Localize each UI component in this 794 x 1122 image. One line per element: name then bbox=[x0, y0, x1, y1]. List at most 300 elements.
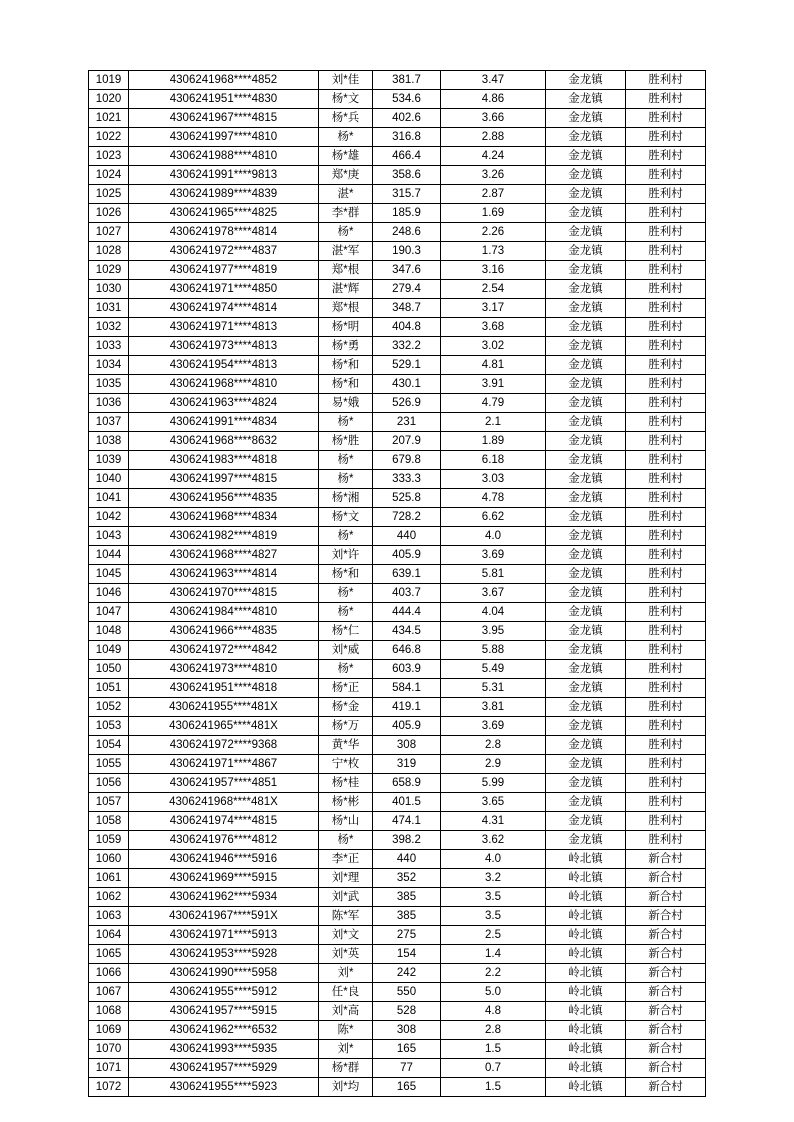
table-row bbox=[89, 166, 706, 185]
cell-value1: 185.9 bbox=[373, 204, 441, 223]
table-body bbox=[89, 71, 706, 1097]
cell-no: 1060 bbox=[89, 850, 129, 869]
cell-town: 金龙镇 bbox=[546, 622, 626, 641]
cell-id_number: 4306241956****4835 bbox=[129, 489, 319, 508]
cell-village: 胜利村 bbox=[626, 375, 706, 394]
cell-value2: 3.5 bbox=[441, 888, 546, 907]
cell-town: 金龙镇 bbox=[546, 299, 626, 318]
cell-id_number: 4306241957****5929 bbox=[129, 1059, 319, 1078]
cell-name: 杨*桂 bbox=[319, 774, 373, 793]
cell-town: 金龙镇 bbox=[546, 603, 626, 622]
table-row bbox=[89, 527, 706, 546]
cell-value1: 207.9 bbox=[373, 432, 441, 451]
table-row bbox=[89, 1040, 706, 1059]
cell-village: 胜利村 bbox=[626, 242, 706, 261]
cell-name: 杨*仁 bbox=[319, 622, 373, 641]
cell-name: 李*群 bbox=[319, 204, 373, 223]
cell-name: 杨*和 bbox=[319, 356, 373, 375]
cell-value1: 279.4 bbox=[373, 280, 441, 299]
cell-id_number: 4306241978****4814 bbox=[129, 223, 319, 242]
table-row bbox=[89, 622, 706, 641]
cell-town: 金龙镇 bbox=[546, 489, 626, 508]
cell-town: 金龙镇 bbox=[546, 584, 626, 603]
cell-village: 胜利村 bbox=[626, 451, 706, 470]
table-row bbox=[89, 356, 706, 375]
cell-village: 胜利村 bbox=[626, 565, 706, 584]
cell-value2: 3.69 bbox=[441, 717, 546, 736]
cell-value1: 275 bbox=[373, 926, 441, 945]
cell-value1: 534.6 bbox=[373, 90, 441, 109]
records-table bbox=[88, 70, 706, 1097]
cell-village: 胜利村 bbox=[626, 736, 706, 755]
cell-village: 胜利村 bbox=[626, 394, 706, 413]
cell-value2: 3.81 bbox=[441, 698, 546, 717]
table-row bbox=[89, 204, 706, 223]
cell-village: 新合村 bbox=[626, 964, 706, 983]
cell-town: 岭北镇 bbox=[546, 926, 626, 945]
cell-value2: 3.26 bbox=[441, 166, 546, 185]
cell-town: 金龙镇 bbox=[546, 451, 626, 470]
cell-name: 杨* bbox=[319, 128, 373, 147]
cell-town: 岭北镇 bbox=[546, 850, 626, 869]
cell-id_number: 4306241972****4837 bbox=[129, 242, 319, 261]
cell-name: 杨*和 bbox=[319, 375, 373, 394]
cell-town: 岭北镇 bbox=[546, 888, 626, 907]
cell-value2: 6.62 bbox=[441, 508, 546, 527]
cell-id_number: 4306241993****5935 bbox=[129, 1040, 319, 1059]
table-row bbox=[89, 1021, 706, 1040]
cell-village: 新合村 bbox=[626, 945, 706, 964]
cell-village: 胜利村 bbox=[626, 109, 706, 128]
cell-id_number: 4306241955****5912 bbox=[129, 983, 319, 1002]
cell-town: 金龙镇 bbox=[546, 546, 626, 565]
cell-value2: 1.89 bbox=[441, 432, 546, 451]
cell-name: 湛*辉 bbox=[319, 280, 373, 299]
table-row bbox=[89, 90, 706, 109]
cell-value1: 165 bbox=[373, 1040, 441, 1059]
cell-no: 1022 bbox=[89, 128, 129, 147]
cell-no: 1034 bbox=[89, 356, 129, 375]
cell-value2: 4.86 bbox=[441, 90, 546, 109]
cell-village: 胜利村 bbox=[626, 318, 706, 337]
cell-value1: 77 bbox=[373, 1059, 441, 1078]
cell-no: 1048 bbox=[89, 622, 129, 641]
cell-value1: 728.2 bbox=[373, 508, 441, 527]
cell-no: 1049 bbox=[89, 641, 129, 660]
table-row bbox=[89, 945, 706, 964]
cell-no: 1040 bbox=[89, 470, 129, 489]
cell-village: 胜利村 bbox=[626, 546, 706, 565]
cell-town: 金龙镇 bbox=[546, 470, 626, 489]
table-row bbox=[89, 964, 706, 983]
cell-town: 金龙镇 bbox=[546, 71, 626, 90]
cell-value1: 679.8 bbox=[373, 451, 441, 470]
cell-village: 胜利村 bbox=[626, 147, 706, 166]
cell-name: 刘*许 bbox=[319, 546, 373, 565]
cell-no: 1029 bbox=[89, 261, 129, 280]
cell-id_number: 4306241997****4815 bbox=[129, 470, 319, 489]
cell-name: 杨* bbox=[319, 584, 373, 603]
table-row bbox=[89, 280, 706, 299]
cell-value2: 4.24 bbox=[441, 147, 546, 166]
cell-no: 1052 bbox=[89, 698, 129, 717]
cell-no: 1062 bbox=[89, 888, 129, 907]
cell-id_number: 4306241997****4810 bbox=[129, 128, 319, 147]
cell-name: 刘* bbox=[319, 964, 373, 983]
cell-value2: 3.91 bbox=[441, 375, 546, 394]
cell-town: 金龙镇 bbox=[546, 736, 626, 755]
cell-name: 刘*理 bbox=[319, 869, 373, 888]
cell-village: 胜利村 bbox=[626, 166, 706, 185]
cell-value1: 646.8 bbox=[373, 641, 441, 660]
cell-no: 1035 bbox=[89, 375, 129, 394]
cell-village: 胜利村 bbox=[626, 793, 706, 812]
cell-value2: 2.8 bbox=[441, 1021, 546, 1040]
cell-name: 陈*军 bbox=[319, 907, 373, 926]
cell-value2: 6.18 bbox=[441, 451, 546, 470]
cell-town: 金龙镇 bbox=[546, 318, 626, 337]
table-row bbox=[89, 660, 706, 679]
cell-name: 刘*高 bbox=[319, 1002, 373, 1021]
cell-value2: 2.5 bbox=[441, 926, 546, 945]
table-row bbox=[89, 337, 706, 356]
cell-value2: 3.5 bbox=[441, 907, 546, 926]
table-row bbox=[89, 128, 706, 147]
cell-no: 1023 bbox=[89, 147, 129, 166]
cell-value2: 3.16 bbox=[441, 261, 546, 280]
cell-id_number: 4306241982****4819 bbox=[129, 527, 319, 546]
table-row bbox=[89, 451, 706, 470]
cell-no: 1069 bbox=[89, 1021, 129, 1040]
table-row bbox=[89, 185, 706, 204]
cell-village: 胜利村 bbox=[626, 755, 706, 774]
cell-value2: 5.0 bbox=[441, 983, 546, 1002]
cell-name: 任*良 bbox=[319, 983, 373, 1002]
cell-name: 湛*军 bbox=[319, 242, 373, 261]
cell-no: 1039 bbox=[89, 451, 129, 470]
table-row bbox=[89, 755, 706, 774]
cell-town: 岭北镇 bbox=[546, 907, 626, 926]
cell-town: 金龙镇 bbox=[546, 660, 626, 679]
cell-no: 1068 bbox=[89, 1002, 129, 1021]
cell-village: 胜利村 bbox=[626, 622, 706, 641]
cell-id_number: 4306241951****4830 bbox=[129, 90, 319, 109]
cell-town: 金龙镇 bbox=[546, 394, 626, 413]
cell-id_number: 4306241955****5923 bbox=[129, 1078, 319, 1097]
cell-value2: 5.88 bbox=[441, 641, 546, 660]
cell-value1: 242 bbox=[373, 964, 441, 983]
cell-town: 岭北镇 bbox=[546, 964, 626, 983]
cell-id_number: 4306241983****4818 bbox=[129, 451, 319, 470]
cell-no: 1057 bbox=[89, 793, 129, 812]
cell-value1: 444.4 bbox=[373, 603, 441, 622]
cell-village: 新合村 bbox=[626, 888, 706, 907]
cell-value1: 440 bbox=[373, 527, 441, 546]
cell-village: 新合村 bbox=[626, 926, 706, 945]
cell-id_number: 4306241973****4813 bbox=[129, 337, 319, 356]
cell-no: 1059 bbox=[89, 831, 129, 850]
cell-town: 金龙镇 bbox=[546, 90, 626, 109]
cell-value1: 315.7 bbox=[373, 185, 441, 204]
cell-id_number: 4306241965****4825 bbox=[129, 204, 319, 223]
cell-village: 胜利村 bbox=[626, 71, 706, 90]
cell-name: 杨*兵 bbox=[319, 109, 373, 128]
cell-village: 胜利村 bbox=[626, 508, 706, 527]
cell-value1: 332.2 bbox=[373, 337, 441, 356]
cell-town: 金龙镇 bbox=[546, 356, 626, 375]
cell-id_number: 4306241967****4815 bbox=[129, 109, 319, 128]
cell-value2: 3.69 bbox=[441, 546, 546, 565]
cell-id_number: 4306241969****5915 bbox=[129, 869, 319, 888]
cell-town: 金龙镇 bbox=[546, 641, 626, 660]
cell-value1: 658.9 bbox=[373, 774, 441, 793]
cell-value2: 2.26 bbox=[441, 223, 546, 242]
cell-no: 1038 bbox=[89, 432, 129, 451]
cell-name: 李*正 bbox=[319, 850, 373, 869]
cell-value1: 466.4 bbox=[373, 147, 441, 166]
cell-no: 1064 bbox=[89, 926, 129, 945]
cell-id_number: 4306241990****5958 bbox=[129, 964, 319, 983]
cell-village: 胜利村 bbox=[626, 90, 706, 109]
cell-value2: 5.49 bbox=[441, 660, 546, 679]
cell-name: 杨* bbox=[319, 660, 373, 679]
cell-value2: 3.03 bbox=[441, 470, 546, 489]
cell-value1: 529.1 bbox=[373, 356, 441, 375]
cell-name: 宁*枚 bbox=[319, 755, 373, 774]
cell-value2: 3.65 bbox=[441, 793, 546, 812]
cell-id_number: 4306241968****481X bbox=[129, 793, 319, 812]
cell-village: 胜利村 bbox=[626, 223, 706, 242]
cell-id_number: 4306241970****4815 bbox=[129, 584, 319, 603]
cell-village: 新合村 bbox=[626, 869, 706, 888]
table-row bbox=[89, 907, 706, 926]
cell-value1: 308 bbox=[373, 736, 441, 755]
cell-id_number: 4306241991****9813 bbox=[129, 166, 319, 185]
cell-value2: 2.2 bbox=[441, 964, 546, 983]
cell-no: 1027 bbox=[89, 223, 129, 242]
cell-value2: 5.99 bbox=[441, 774, 546, 793]
cell-name: 刘*威 bbox=[319, 641, 373, 660]
cell-village: 胜利村 bbox=[626, 584, 706, 603]
cell-town: 金龙镇 bbox=[546, 679, 626, 698]
cell-name: 杨*金 bbox=[319, 698, 373, 717]
cell-town: 金龙镇 bbox=[546, 166, 626, 185]
cell-name: 刘*英 bbox=[319, 945, 373, 964]
cell-name: 郑*庚 bbox=[319, 166, 373, 185]
cell-id_number: 4306241973****4810 bbox=[129, 660, 319, 679]
table-row bbox=[89, 1078, 706, 1097]
cell-name: 杨* bbox=[319, 413, 373, 432]
cell-value1: 381.7 bbox=[373, 71, 441, 90]
cell-town: 金龙镇 bbox=[546, 280, 626, 299]
cell-town: 岭北镇 bbox=[546, 945, 626, 964]
cell-village: 胜利村 bbox=[626, 698, 706, 717]
cell-village: 胜利村 bbox=[626, 660, 706, 679]
cell-value2: 2.1 bbox=[441, 413, 546, 432]
cell-id_number: 4306241967****591X bbox=[129, 907, 319, 926]
cell-village: 新合村 bbox=[626, 850, 706, 869]
cell-name: 杨*明 bbox=[319, 318, 373, 337]
cell-village: 新合村 bbox=[626, 1040, 706, 1059]
cell-no: 1065 bbox=[89, 945, 129, 964]
cell-value1: 308 bbox=[373, 1021, 441, 1040]
table-row bbox=[89, 508, 706, 527]
cell-value2: 3.02 bbox=[441, 337, 546, 356]
cell-id_number: 4306241976****4812 bbox=[129, 831, 319, 850]
cell-value1: 528 bbox=[373, 1002, 441, 1021]
cell-name: 杨*文 bbox=[319, 90, 373, 109]
table-row bbox=[89, 413, 706, 432]
cell-town: 岭北镇 bbox=[546, 869, 626, 888]
cell-name: 刘*武 bbox=[319, 888, 373, 907]
cell-town: 金龙镇 bbox=[546, 812, 626, 831]
cell-village: 新合村 bbox=[626, 1021, 706, 1040]
table-row bbox=[89, 432, 706, 451]
cell-value2: 4.79 bbox=[441, 394, 546, 413]
cell-town: 金龙镇 bbox=[546, 204, 626, 223]
cell-town: 金龙镇 bbox=[546, 375, 626, 394]
cell-no: 1045 bbox=[89, 565, 129, 584]
cell-village: 胜利村 bbox=[626, 337, 706, 356]
cell-village: 胜利村 bbox=[626, 261, 706, 280]
cell-name: 刘*佳 bbox=[319, 71, 373, 90]
cell-value2: 4.78 bbox=[441, 489, 546, 508]
cell-no: 1021 bbox=[89, 109, 129, 128]
cell-value2: 4.31 bbox=[441, 812, 546, 831]
cell-name: 杨* bbox=[319, 451, 373, 470]
cell-id_number: 4306241984****4810 bbox=[129, 603, 319, 622]
cell-village: 胜利村 bbox=[626, 204, 706, 223]
cell-value2: 4.0 bbox=[441, 850, 546, 869]
table-row bbox=[89, 736, 706, 755]
cell-id_number: 4306241974****4814 bbox=[129, 299, 319, 318]
cell-no: 1053 bbox=[89, 717, 129, 736]
cell-no: 1066 bbox=[89, 964, 129, 983]
cell-id_number: 4306241972****4842 bbox=[129, 641, 319, 660]
cell-id_number: 4306241989****4839 bbox=[129, 185, 319, 204]
cell-village: 新合村 bbox=[626, 1059, 706, 1078]
cell-id_number: 4306241968****4852 bbox=[129, 71, 319, 90]
cell-no: 1041 bbox=[89, 489, 129, 508]
cell-value1: 639.1 bbox=[373, 565, 441, 584]
table-row bbox=[89, 584, 706, 603]
cell-village: 胜利村 bbox=[626, 717, 706, 736]
cell-value1: 434.5 bbox=[373, 622, 441, 641]
cell-value2: 3.95 bbox=[441, 622, 546, 641]
table-row bbox=[89, 318, 706, 337]
cell-town: 岭北镇 bbox=[546, 1040, 626, 1059]
cell-value2: 2.87 bbox=[441, 185, 546, 204]
table-row bbox=[89, 147, 706, 166]
cell-village: 新合村 bbox=[626, 1078, 706, 1097]
cell-value1: 550 bbox=[373, 983, 441, 1002]
cell-id_number: 4306241971****4813 bbox=[129, 318, 319, 337]
cell-value1: 316.8 bbox=[373, 128, 441, 147]
cell-name: 杨* bbox=[319, 603, 373, 622]
cell-town: 金龙镇 bbox=[546, 185, 626, 204]
cell-id_number: 4306241966****4835 bbox=[129, 622, 319, 641]
cell-value2: 2.8 bbox=[441, 736, 546, 755]
table-row bbox=[89, 831, 706, 850]
table-row bbox=[89, 603, 706, 622]
cell-village: 胜利村 bbox=[626, 185, 706, 204]
cell-value1: 419.1 bbox=[373, 698, 441, 717]
cell-value2: 5.81 bbox=[441, 565, 546, 584]
cell-village: 胜利村 bbox=[626, 489, 706, 508]
table-row bbox=[89, 489, 706, 508]
cell-village: 胜利村 bbox=[626, 831, 706, 850]
cell-id_number: 4306241965****481X bbox=[129, 717, 319, 736]
cell-value1: 348.7 bbox=[373, 299, 441, 318]
cell-village: 新合村 bbox=[626, 983, 706, 1002]
cell-value2: 3.47 bbox=[441, 71, 546, 90]
cell-name: 杨* bbox=[319, 223, 373, 242]
cell-village: 胜利村 bbox=[626, 280, 706, 299]
cell-village: 胜利村 bbox=[626, 470, 706, 489]
cell-id_number: 4306241962****5934 bbox=[129, 888, 319, 907]
cell-no: 1026 bbox=[89, 204, 129, 223]
cell-village: 胜利村 bbox=[626, 603, 706, 622]
cell-value1: 154 bbox=[373, 945, 441, 964]
cell-village: 胜利村 bbox=[626, 432, 706, 451]
cell-town: 金龙镇 bbox=[546, 242, 626, 261]
cell-value1: 231 bbox=[373, 413, 441, 432]
cell-no: 1046 bbox=[89, 584, 129, 603]
cell-name: 杨*万 bbox=[319, 717, 373, 736]
cell-name: 杨*山 bbox=[319, 812, 373, 831]
cell-no: 1051 bbox=[89, 679, 129, 698]
cell-town: 金龙镇 bbox=[546, 128, 626, 147]
cell-id_number: 4306241968****4834 bbox=[129, 508, 319, 527]
cell-id_number: 4306241968****8632 bbox=[129, 432, 319, 451]
cell-id_number: 4306241971****4867 bbox=[129, 755, 319, 774]
cell-value1: 248.6 bbox=[373, 223, 441, 242]
table-row bbox=[89, 869, 706, 888]
cell-value1: 584.1 bbox=[373, 679, 441, 698]
table-row bbox=[89, 470, 706, 489]
cell-no: 1037 bbox=[89, 413, 129, 432]
cell-value1: 347.6 bbox=[373, 261, 441, 280]
cell-town: 金龙镇 bbox=[546, 755, 626, 774]
cell-value1: 165 bbox=[373, 1078, 441, 1097]
cell-id_number: 4306241972****9368 bbox=[129, 736, 319, 755]
cell-value2: 4.81 bbox=[441, 356, 546, 375]
cell-value2: 0.7 bbox=[441, 1059, 546, 1078]
cell-value1: 405.9 bbox=[373, 546, 441, 565]
cell-no: 1047 bbox=[89, 603, 129, 622]
cell-value2: 3.67 bbox=[441, 584, 546, 603]
cell-town: 岭北镇 bbox=[546, 1078, 626, 1097]
cell-no: 1061 bbox=[89, 869, 129, 888]
cell-value2: 1.4 bbox=[441, 945, 546, 964]
cell-no: 1063 bbox=[89, 907, 129, 926]
cell-id_number: 4306241988****4810 bbox=[129, 147, 319, 166]
table-row bbox=[89, 774, 706, 793]
table-row bbox=[89, 394, 706, 413]
table-row bbox=[89, 565, 706, 584]
cell-value2: 4.0 bbox=[441, 527, 546, 546]
cell-no: 1043 bbox=[89, 527, 129, 546]
cell-id_number: 4306241946****5916 bbox=[129, 850, 319, 869]
cell-value2: 2.88 bbox=[441, 128, 546, 147]
cell-no: 1025 bbox=[89, 185, 129, 204]
table-row bbox=[89, 641, 706, 660]
cell-id_number: 4306241971****4850 bbox=[129, 280, 319, 299]
cell-value1: 190.3 bbox=[373, 242, 441, 261]
cell-no: 1024 bbox=[89, 166, 129, 185]
table-row bbox=[89, 983, 706, 1002]
cell-name: 杨* bbox=[319, 470, 373, 489]
